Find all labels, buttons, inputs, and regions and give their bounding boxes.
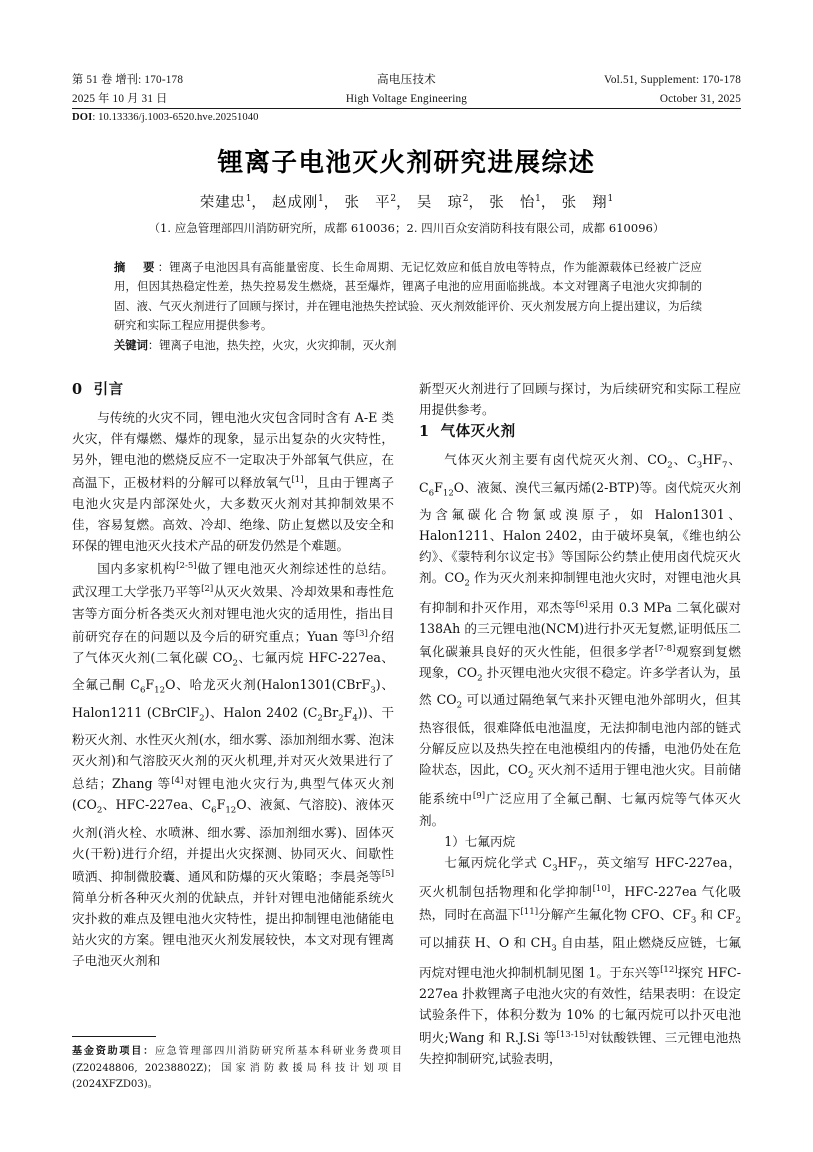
chem-subscript: 2	[96, 806, 103, 816]
chem-subscript: 3	[370, 685, 376, 696]
section-title: 气体灭火剂	[440, 423, 516, 440]
publication-date-en: October 31, 2025	[659, 93, 741, 105]
author-name: 张 平	[344, 195, 391, 211]
author-affil-marker: 1	[245, 194, 252, 205]
footnote-label: 基金资助项目：	[72, 1046, 155, 1057]
citation-ref: [3]	[355, 628, 368, 639]
chem-subscript: 2	[317, 713, 323, 724]
chem-subscript: 12	[442, 488, 454, 499]
volume-issue-text: 第 51 卷 增刊: 170-178	[72, 74, 184, 86]
journal-header-row-1	[72, 70, 741, 90]
abstract-label: 摘 要	[114, 260, 158, 274]
section-heading-0	[72, 378, 394, 402]
keywords-text: ：锂离子电池，热失控，火灾，火灾抑制，灭火剂	[147, 339, 397, 352]
body-column-left	[72, 378, 394, 971]
section-number: 1	[419, 423, 430, 440]
chem-subscript: 6	[211, 806, 217, 816]
citation-ref: [4]	[171, 776, 184, 787]
chem-subscript: 7	[577, 863, 583, 874]
citation-ref: [6]	[575, 599, 588, 610]
footnote-divider	[72, 1036, 156, 1037]
author-name: 张 怡	[489, 195, 536, 211]
author-affil-marker: 2	[390, 194, 397, 205]
chem-subscript: 12	[225, 806, 237, 816]
chem-subscript: 2	[667, 460, 673, 471]
header-divider	[72, 108, 741, 109]
chem-subscript: 2	[528, 770, 534, 781]
chem-subscript: 3	[696, 460, 703, 471]
keywords-block	[114, 336, 702, 355]
citation-ref: [7-8]	[654, 643, 676, 654]
citation-ref: [5]	[381, 869, 394, 879]
chem-subscript: 6	[428, 488, 435, 499]
footnote-funding	[72, 1044, 402, 1094]
citation-ref: [9]	[472, 791, 486, 802]
chem-subscript: 2	[477, 673, 483, 684]
author-name: 荣建忠	[199, 195, 246, 211]
volume-supplement-text: Vol.51, Supplement: 170-178	[604, 74, 741, 86]
paragraph: 气体灭火剂主要有卤代烷灭火剂、$CO_2$、$C_3HF_7$、$C_6F_{12}O$、液氮、溴代三氟丙烯(2-BTP)等。卤代烷灭火剂为含氟碳化合物氯或溴原子，如 Halon1301、Halon1211、Halon 2402，由于破坏臭氧，《维也纳公约》、《蒙特利尔议定书》等国际公约禁止使用卤代烷灭火剂。$CO_2$ 作为灭火剂来抑制锂电池火灾时，对锂电池火具有抑制和扑灭作用，邓杰等[6]采用 0.3 MPa 二氧化碳对 138Ah 的三元锂电池(NCM)进行扑灭无复燃,证明低压二氧化碳兼具良好的灭火性能，但很多学者[7-8]观察到复燃现象，$CO_2$ 扑灭锂电池火灾很不稳定。许多学者认为，虽然 $CO_2$ 可以通过隔绝氧气来扑灭锂电池外部明火，但其热容很低，很难降低电池温度，无法抑制电池内部的链式分解反应以及热失控在电池模组内的传播，电池仍处在危险状态，因此，$CO_2$ 灭火剂不适用于锂电池火灾。目前储能系统中[9]广泛应用了全氟己酮、七氟丙烷等气体灭火剂。	[419, 452, 742, 828]
section-title: 引言	[93, 381, 124, 398]
citation-ref: [2-5]	[176, 561, 197, 572]
paragraph: 七氟丙烷化学式 $C_3HF_7$，英文缩写 HFC-227ea，灭火机制包括物理和化学抑制[10]，HFC-227ea 气化吸热，同时在高温下[11]分解产生氟化物 CFO、$CF_3$ 和 $CF_2$ 可以捕获 H、O 和 $CH_3$ 自由基，阻止燃烧反应链，七氟丙烷对锂电池火抑制机制见图 1。于东兴等[12]探究 HFC-227ea 扑救锂离子电池火灾的有效性，结果表明：在设定试验条件下，体积分数为 10% 的七氟丙烷可以扑灭电池明火;Wang 和 R.J.Si 等[13-15]对钛酸铁锂、三元锂电池热失控抑制研究,试验表明，	[419, 854, 741, 1066]
doi-line	[72, 110, 259, 126]
author-name: 赵成刚	[272, 195, 319, 211]
citation-ref: [12]	[660, 964, 678, 975]
chem-subscript: 6	[139, 685, 146, 696]
paragraph: 与传统的火灾不同，锂电池火灾包含同时含有 A-E 类火灾，伴有爆燃、爆炸的现象，显示出复杂的火灾特性，另外，锂电池的燃烧反应不一定取决于外部氧气供应，在高温下，正极材料的分解可以释放氧气[1]，且由于锂离子电池火灾是内部深处火，大多数灭火剂对其抑制效果不佳，容易复燃。高效、冷却、绝缘、防止复燃以及安全和环保的锂电池灭火技术产品的研发仍然是个难题。	[72, 410, 395, 554]
chem-subscript: 3	[551, 943, 557, 954]
section-number: 0	[72, 381, 83, 398]
journal-header	[72, 70, 741, 108]
chem-subscript: 4	[352, 713, 358, 724]
chem-subscript: 2	[232, 658, 238, 669]
journal-header-row-2	[72, 90, 741, 109]
author-name: 吴 琼	[416, 195, 463, 211]
body-column-right	[419, 378, 741, 1069]
citation-ref: [2]	[201, 584, 214, 595]
page-title: 锂离子电池灭火剂研究进展综述	[217, 148, 596, 178]
paragraph: 国内多家机构[2-5]做了锂电池灭火剂综述性的总结。武汉理工大学张乃平等[2]从灭火效果、冷却效果和毒性危害等方面分析各类灭火剂对锂电池火灾的适用性，指出目前研究存在的问题以及今后的研究重点；Yuan 等[3]介绍了气体灭火剂(二氧化碳 $CO_2$、七氟丙烷 HFC-227ea、全氟己酮 $C_6F_{12}O$、哈龙灭火剂(Halon1301(CBrF$_3$)、Halon1211 (CBrClF$_2$)、Halon 2402 $(C_2Br_2F_4)$)、干粉灭火剂、水性灭火剂(水，细水雾、添加剂细水雾、泡沫灭火剂)和气溶胶灭火剂的灭火机理,并对灭火效果进行了总结；Zhang 等[4]对锂电池火灾行为,典型气体灭火剂($CO_2$、HFC-227ea、$C_6F_{12}O$、液氮、气溶胶)、液体灭火剂(消火栓、水喷淋、细水雾、添加剂细水雾)、固体灭火(干粉)进行介绍，并提出火灾探测、协同灭火、间歇性喷洒、抑制微胶囊、通风和防爆的灭火策略；李晨尧等[5]简单分析各种灭火剂的优缺点，并针对锂电池储能系统火灾扑救的难点及锂电池火灾特性，提出抑制锂电池储能电站火灾的方案。锂电池灭火剂发展较快，本文对现有锂离子电池灭火剂和	[72, 561, 395, 969]
citation-ref: [10]	[592, 884, 611, 895]
citation-ref: [1]	[291, 475, 304, 485]
chem-subscript: 2	[464, 578, 470, 589]
author-affil-marker: 1	[607, 194, 614, 205]
abstract-block	[114, 258, 702, 335]
journal-name-en: High Voltage Engineering	[345, 93, 468, 105]
chem-subscript: 2	[199, 713, 205, 724]
chem-subscript: 3	[690, 916, 697, 927]
doi-label: DOI	[72, 112, 93, 123]
author-affil-marker: 1	[318, 194, 324, 205]
publication-date-cn: 2025 年 10 月 31 日	[72, 93, 168, 105]
chem-subscript: 3	[552, 863, 558, 874]
chem-subscript: 7	[722, 460, 728, 471]
author-name: 张 翔	[561, 195, 608, 211]
chem-subscript: 2	[338, 713, 344, 724]
citation-ref: [11]	[520, 907, 539, 918]
doi-value: : 10.13336/j.1003-6520.hve.20251040	[92, 112, 259, 123]
chem-subscript: 12	[154, 685, 166, 696]
document-page	[72, 0, 741, 1152]
author-affil-marker: 2	[462, 194, 469, 205]
author-list: 荣建忠$^1$， 赵成刚$^1$， 张 平$^2$， 吴 琼$^2$， 张 怡$^1$， 张 翔$^1$	[199, 194, 614, 211]
paragraph: 新型灭火剂进行了回顾与探讨，为后续研究和实际工程应用提供参考。	[419, 381, 741, 417]
abstract-text: ：锂离子电池因具有高能量密度、长生命周期、无记忆效应和低自放电等特点，作为能源载体已经被广泛应用，但因其热稳定性差，热失控易发生燃烧，甚至爆炸，锂离子电池的应用面临挑战。本文对锂离子电池火灾抑制的固、液、气灭火剂进行了回顾与探讨，并在锂电池热失控试验、灭火剂效能评价、灭火剂发展方向上提出建议，为后续研究和实际工程应用提供参考。	[114, 261, 702, 332]
chem-subscript: 2	[735, 916, 741, 927]
author-affil-marker: 1	[535, 194, 541, 205]
section-heading-1	[419, 420, 741, 444]
citation-ref: [13-15]	[556, 1029, 588, 1040]
journal-name-cn: 高电压技术	[377, 72, 436, 86]
keywords-label: 关键词	[114, 338, 148, 352]
footnote-text: 应急管理部四川消防研究所基本科研业务费项目(Z20248806, 20238802Z)；国家消防救援局科技计划项目(2024XFZD03)。	[72, 1046, 403, 1090]
chem-subscript: 2	[456, 700, 463, 711]
subsection-heading: 1）七氟丙烷	[444, 833, 516, 849]
author-affiliations: （1. 应急管理部四川消防研究所，成都 610036；2. 四川百众安消防科技有限公司，成都 610096）	[148, 221, 665, 235]
